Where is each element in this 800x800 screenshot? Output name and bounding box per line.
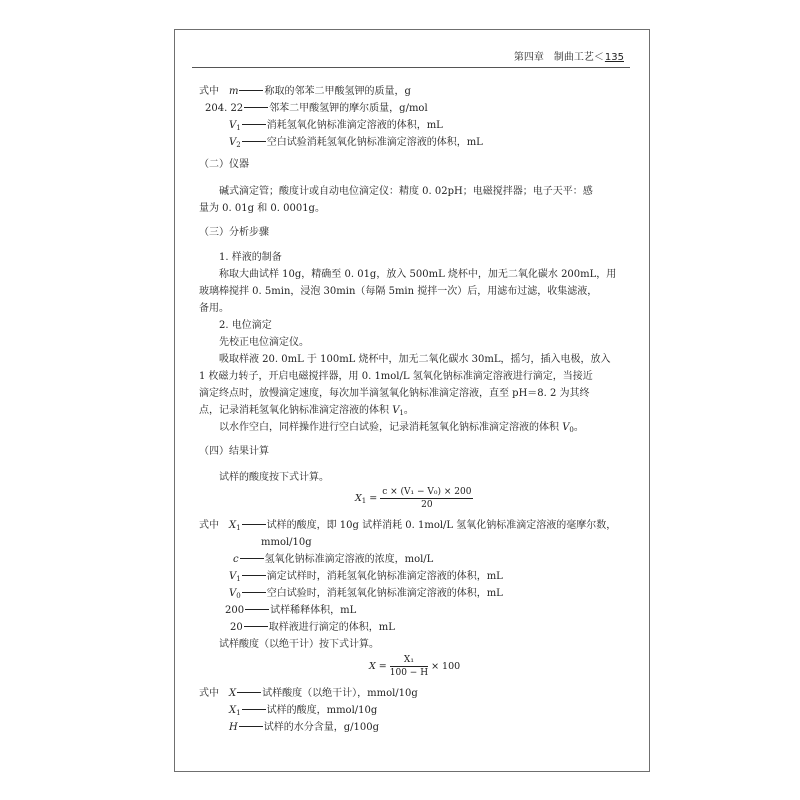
def-line-m: 式中 m 称取的邻苯二甲酸氢钾的质量，g	[199, 86, 411, 97]
chapter-title: 第四章 制曲工艺＜	[513, 52, 604, 63]
formula-acidity-denominator: 20	[421, 500, 433, 510]
sample-prep-line1: 称取大曲试样 10g，精确至 0. 01g，放入 500mL 烧杯中，加无二氧化碳水 200mL，用	[219, 269, 617, 280]
formula-dry-acidity: X = $\frac{\text{X₁}}{100 - H}$ × 100	[369, 655, 461, 678]
formula-dry-numerator: X₁	[390, 654, 428, 667]
book-page	[174, 29, 650, 772]
titration-line2: 吸取样液 20. 0mL 于 100mL 烧杯中，加无二氧化碳水 30mL，摇匀，插入电极，放入	[219, 354, 611, 365]
page-number: 135	[604, 52, 624, 63]
def-line-v1-calc: $V_1$ 滴定试样时，消耗氢氧化钠标准滴定溶液的体积，mL	[229, 571, 503, 583]
def-line-c: c 氢氧化钠标准滴定溶液的浓度，mol/L	[233, 554, 434, 565]
def-line-v1: $V_1$ 消耗氢氧化钠标准滴定溶液的体积，mL	[229, 120, 443, 132]
section-instruments-heading: （二）仪器	[199, 159, 249, 170]
titration-line3: 1 枚磁力转子，开启电磁搅拌器，用 0. 1mol/L 氢氧化钠标准滴定溶液进行滴定，当接近	[199, 371, 593, 382]
def-line-200: 200 试样稀释体积，mL	[225, 605, 357, 616]
instruments-paragraph-line1: 碱式滴定管；酸度计或自动电位滴定仪：精度 0. 02pH；电磁搅拌器；电子天平：感	[219, 186, 593, 197]
header-rule	[192, 67, 630, 68]
blank-test-line: 以水作空白，同样操作进行空白试验，记录消耗氢氧化钠标准滴定溶液的体积 $V_0$。	[219, 422, 584, 434]
def-line-h: H 试样的水分含量，g/100g	[229, 722, 379, 733]
def-line-molar-mass: 204. 22 邻苯二甲酸氢钾的摩尔质量，g/mol	[205, 103, 428, 114]
def-line-v0-calc: $V_0$ 空白试验时，消耗氢氧化钠标准滴定溶液的体积，mL	[229, 588, 503, 600]
formula-acidity: $X_1$ = $\frac{\text{c × (V₁ − V₀) × 200}}{20}$	[355, 487, 472, 510]
formula-dry-denominator: 100 − H	[389, 668, 429, 678]
instruments-paragraph-line2: 量为 0. 01g 和 0. 0001g。	[199, 203, 325, 214]
def-line-x1-unit: mmol/10g	[261, 537, 312, 548]
running-header	[175, 48, 651, 62]
calculation-intro: 试样的酸度按下式计算。	[219, 472, 329, 483]
titration-line5: 点，记录消耗氢氧化钠标准滴定溶液的体积 $V_1$。	[199, 405, 414, 417]
section-procedure-heading: （三）分析步骤	[199, 227, 269, 238]
def-line-x1: 式中 $X_1$ 试样的酸度，即 10g 试样消耗 0. 1mol/L 氢氧化钠标准滴定溶液的毫摩尔数，	[199, 520, 617, 532]
def-line-x1-dry: $X_1$ 试样的酸度，mmol/10g	[229, 705, 378, 717]
def-line-20: 20 取样液进行滴定的体积，mL	[230, 622, 395, 633]
step-sample-prep-heading: 1. 样液的制备	[219, 252, 282, 263]
formula-acidity-numerator: c × (V₁ − V₀) × 200	[382, 487, 472, 497]
sample-prep-line2: 玻璃棒搅拌 0. 5min，浸泡 30min（每隔 5min 搅拌一次）后，用滤布过滤，收集滤液，	[199, 286, 598, 297]
def-line-x-dry: 式中 X 试样酸度（以绝干计），mmol/10g	[199, 688, 418, 699]
titration-line4: 滴定终点时，放慢滴定速度，每次加半滴氢氧化钠标准滴定溶液，直至 pH＝8. 2 为其终	[199, 388, 590, 399]
sample-prep-line3: 备用。	[199, 303, 229, 314]
titration-line1: 先校正电位滴定仪。	[219, 337, 309, 348]
step-titration-heading: 2. 电位滴定	[219, 320, 272, 331]
section-calculation-heading: （四）结果计算	[199, 446, 269, 457]
def-line-v2: $V_2$ 空白试验消耗氢氧化钠标准滴定溶液的体积，mL	[229, 137, 483, 149]
dry-basis-intro: 试样酸度（以绝干计）按下式计算。	[219, 639, 379, 650]
